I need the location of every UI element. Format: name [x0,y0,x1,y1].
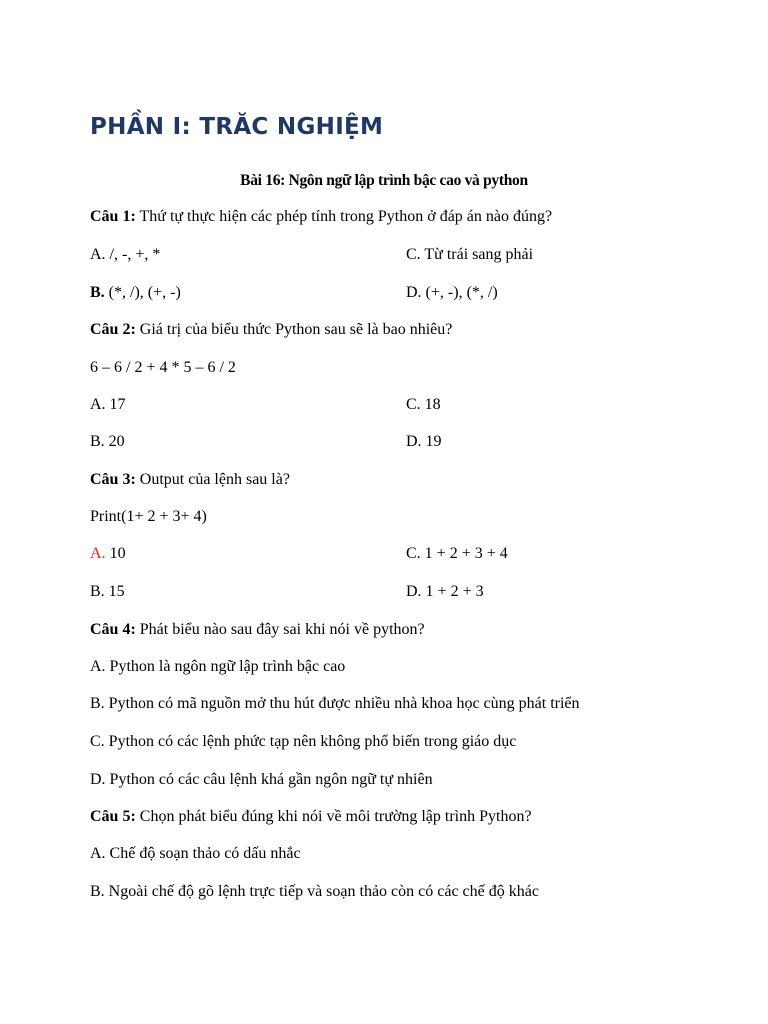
lesson-title: Bài 16: Ngôn ngữ lập trình bậc cao và python [240,172,528,189]
q3-option-d: D. 1 + 2 + 3 [406,583,484,600]
question-text: Output của lệnh sau là? [135,471,290,488]
question-label: Câu 2: [90,321,136,338]
q1-option-d: D. (+, -), (*, /) [406,284,498,301]
question-text: Thứ tự thực hiện các phép tính trong Python ở đáp án nào đúng? [135,208,553,225]
q3-option-b: B. 15 [90,583,125,600]
section-heading: PHẦN I: TRĂC NGHIỆM [90,114,384,140]
question-text: Chọn phát biểu đúng khi nói về môi trường lập trình Python? [135,808,532,825]
q3-option-a [90,545,126,563]
question-label: Câu 3: [90,471,136,488]
question-text: Giá trị của biểu thức Python sau sẽ là bao nhiêu? [135,321,453,338]
question-label: Câu 1: [90,208,136,225]
q4-option-d: D. Python có các câu lệnh khá gần ngôn ngữ tự nhiên [90,771,433,788]
q2-option-d: D. 19 [406,433,442,450]
q4-option-b: B. Python có mã nguồn mở thu hút được nhiều nhà khoa học cùng phát triển [90,695,580,712]
question-3 [90,471,290,489]
q4-option-a: A. Python là ngôn ngữ lập trình bậc cao [90,658,346,675]
option-text: 10 [105,545,126,562]
question-text: Phát biểu nào sau đây sai khi nói về python? [135,621,425,638]
q2-option-a: A. 17 [90,396,126,413]
q1-option-b [90,284,181,302]
question-label: Câu 5: [90,808,136,825]
option-letter: B. [90,284,105,301]
q5-option-b: B. Ngoài chế độ gõ lệnh trực tiếp và soạn thảo còn có các chế độ khác [90,883,539,900]
q2-option-c: C. 18 [406,396,441,413]
question-2 [90,321,452,339]
q2-expression: 6 – 6 / 2 + 4 * 5 – 6 / 2 [90,359,236,376]
q3-expression: Print(1+ 2 + 3+ 4) [90,508,207,525]
q3-option-c: C. 1 + 2 + 3 + 4 [406,545,508,562]
question-1 [90,208,552,226]
q4-option-c: C. Python có các lệnh phức tạp nên không phổ biến trong giáo dục [90,733,517,750]
question-5 [90,808,532,826]
q2-option-b: B. 20 [90,433,125,450]
question-4 [90,621,425,639]
q5-option-a: A. Chế độ soạn thảo có dấu nhắc [90,845,301,862]
q1-option-c: C. Từ trái sang phải [406,246,534,263]
option-text: (*, /), (+, -) [104,284,181,301]
question-label: Câu 4: [90,621,136,638]
option-letter-highlighted: A. [90,545,106,562]
q1-option-a: A. /, -, +, * [90,246,161,263]
